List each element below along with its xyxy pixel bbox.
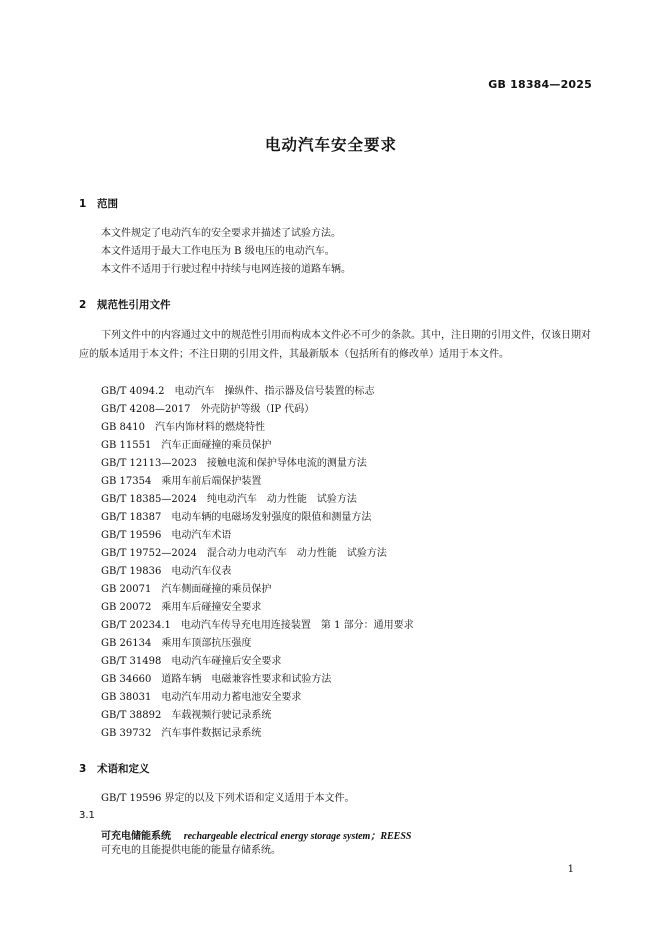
reference-item: GB 11551 汽车正面碰撞的乘员保护 bbox=[101, 440, 272, 451]
scope-line: 本文件规定了电动汽车的安全要求并描述了试验方法。 bbox=[101, 228, 341, 239]
reference-item: GB/T 31498 电动汽车碰撞后安全要求 bbox=[101, 656, 282, 667]
reference-item: GB/T 38892 车载视频行驶记录系统 bbox=[101, 710, 272, 721]
scope-line: 本文件不适用于行驶过程中持续与电网连接的道路车辆。 bbox=[101, 264, 351, 275]
term-entry bbox=[101, 827, 411, 842]
reference-item: GB/T 18385—2024 纯电动汽车 动力性能 试验方法 bbox=[101, 494, 357, 505]
reference-item: GB 20072 乘用车后碰撞安全要求 bbox=[101, 602, 262, 613]
reference-item: GB/T 19596 电动汽车术语 bbox=[101, 530, 232, 541]
section-2-heading bbox=[79, 297, 171, 312]
section-number: 1 bbox=[79, 198, 87, 210]
terms-intro: GB/T 19596 界定的以及下列术语和定义适用于本文件。 bbox=[101, 793, 355, 804]
reference-item: GB 20071 汽车侧面碰撞的乘员保护 bbox=[101, 584, 272, 595]
normative-references-intro bbox=[79, 327, 592, 364]
section-number: 3 bbox=[79, 763, 87, 775]
section-title: 术语和定义 bbox=[97, 763, 150, 775]
scope-line: 本文件适用于最大工作电压为 B 级电压的电动汽车。 bbox=[101, 246, 335, 257]
document-title: 电动汽车安全要求 bbox=[264, 136, 397, 154]
section-3-heading bbox=[79, 761, 150, 776]
clause-number: 3.1 bbox=[79, 810, 95, 821]
reference-item: GB 8410 汽车内饰材料的燃烧特性 bbox=[101, 422, 265, 433]
reference-item: GB/T 19752—2024 混合动力电动汽车 动力性能 试验方法 bbox=[101, 548, 387, 559]
section-title: 范围 bbox=[97, 198, 118, 210]
page-number: 1 bbox=[567, 864, 574, 875]
reference-item: GB/T 18387 电动车辆的电磁场发射强度的限值和测量方法 bbox=[101, 512, 372, 523]
reference-item: GB/T 19836 电动汽车仪表 bbox=[101, 566, 232, 577]
reference-item: GB 39732 汽车事件数据记录系统 bbox=[101, 728, 262, 739]
reference-item: GB/T 4208—2017 外壳防护等级（IP 代码） bbox=[101, 404, 315, 415]
term-english: rechargeable electrical energy storage system；REESS bbox=[183, 831, 412, 842]
reference-item: GB 26134 乘用车顶部抗压强度 bbox=[101, 638, 252, 649]
reference-item: GB 17354 乘用车前后端保护装置 bbox=[101, 476, 262, 487]
standard-code: GB 18384—2025 bbox=[488, 78, 592, 91]
reference-item: GB 34660 道路车辆 电磁兼容性要求和试验方法 bbox=[101, 674, 332, 685]
reference-item: GB/T 20234.1 电动汽车传导充电用连接装置 第 1 部分：通用要求 bbox=[101, 620, 414, 631]
intro-text: 下列文件中的内容通过文中的规范性引用而构成本文件必不可少的条款。其中，注日期的引用文件，仅该日期对应的版本适用于本文件；不注日期的引用文件，其最新版本（包括所有的修改单）适用于本文件。 bbox=[79, 330, 591, 360]
section-number: 2 bbox=[79, 299, 87, 311]
reference-item: GB 38031 电动汽车用动力蓄电池安全要求 bbox=[101, 692, 302, 703]
reference-item: GB/T 4094.2 电动汽车 操纵件、指示器及信号装置的标志 bbox=[101, 386, 375, 397]
section-title: 规范性引用文件 bbox=[97, 299, 171, 311]
term-chinese: 可充电储能系统 bbox=[101, 831, 171, 842]
section-1-heading bbox=[79, 196, 118, 211]
term-definition: 可充电的且能提供电能的能量存储系统。 bbox=[101, 845, 281, 856]
reference-item: GB/T 12113—2023 接触电流和保护导体电流的测量方法 bbox=[101, 458, 367, 469]
